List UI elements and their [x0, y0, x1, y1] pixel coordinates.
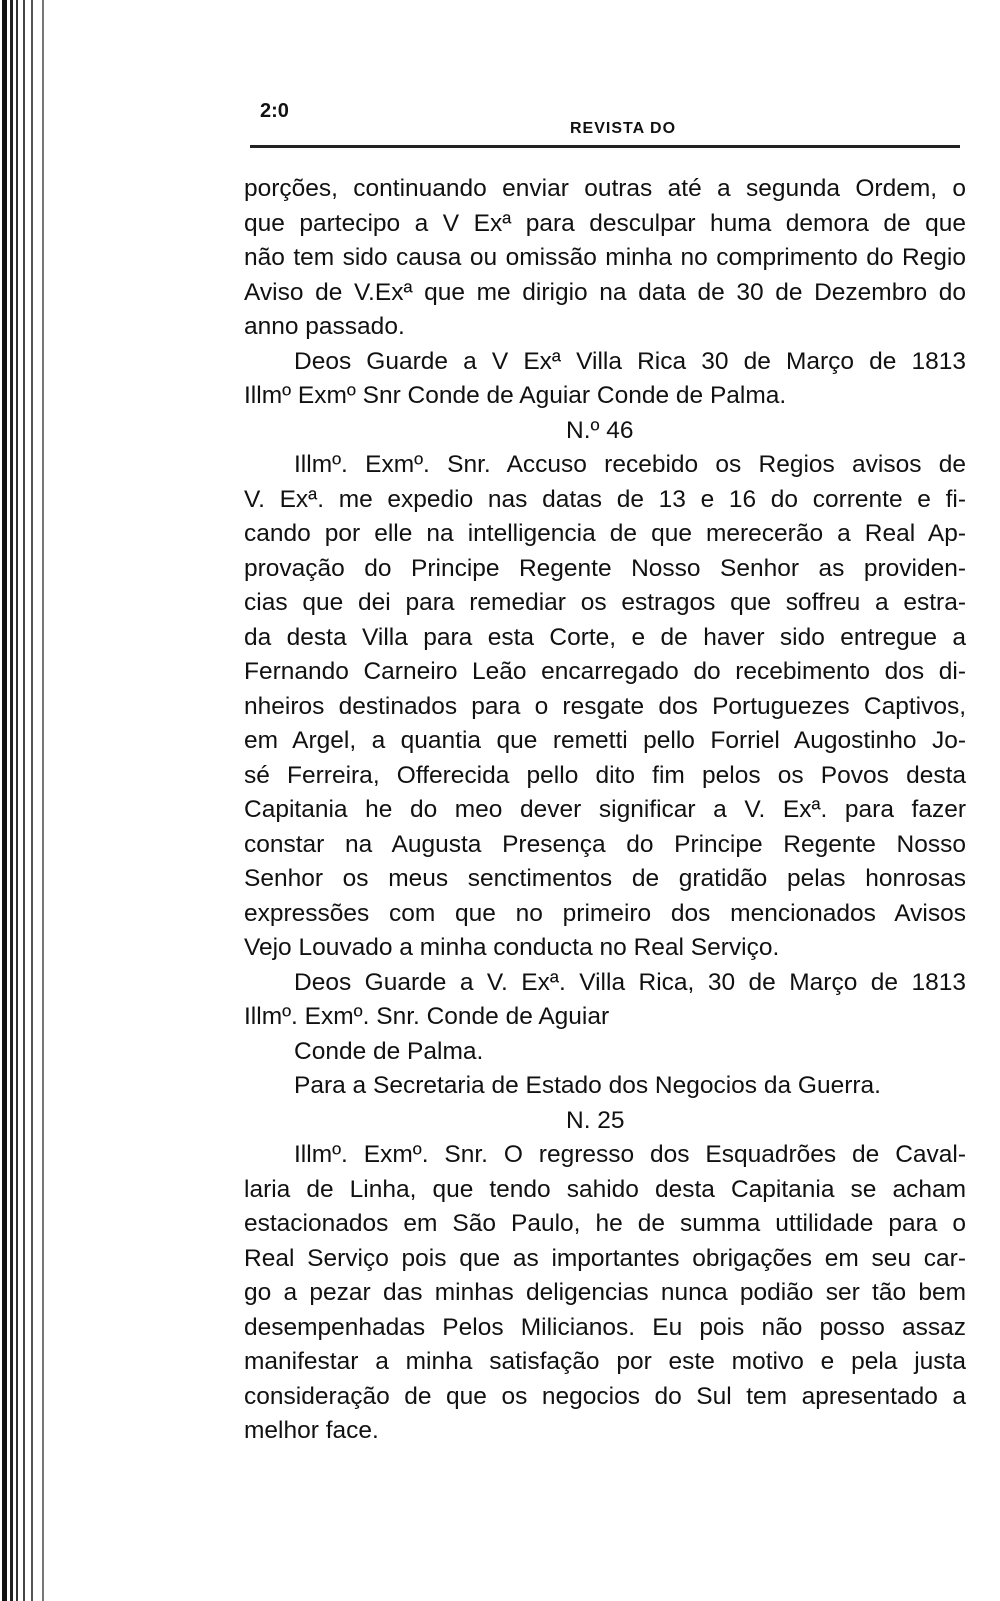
text-line: Illmº. Exmº. Snr. O regresso dos Esquadrões de Caval- [294, 1141, 966, 1168]
journal-title: REVISTA DO [570, 120, 677, 137]
text-line: Vejo Louvado a minha conducta no Real Serviço. [244, 934, 780, 961]
text-line: estacionados em São Paulo, he de summa uttilidade para o [244, 1210, 966, 1237]
text-line: Para a Secretaria de Estado dos Negocios da Guerra. [294, 1072, 881, 1099]
text-line: manifestar a minha satisfação por este motivo e pela justa [244, 1348, 966, 1375]
book-page [240, 0, 975, 1601]
text-line: Conde de Palma. [294, 1037, 484, 1065]
text-line: N. 25 [566, 1106, 625, 1134]
text-line: Fernando Carneiro Leão encarregado do recebimento dos di- [244, 658, 966, 685]
text-line: constar na Augusta Presença do Principe Regente Nosso [244, 830, 966, 858]
text-line: expressões com que no primeiro dos mencionados Avisos [244, 899, 966, 927]
text-line: V. Exª. me expedio nas datas de 13 e 16 do corrente e fi- [244, 485, 966, 513]
text-line: porções, continuando enviar outras até a segunda Ordem, o [244, 175, 966, 202]
text-line: provação do Principe Regente Nosso Senhor as providen- [244, 554, 966, 582]
text-line: go a pezar das minhas deligencias nunca podião ser tão bem [244, 1279, 966, 1306]
running-head [248, 100, 963, 140]
text-line: não tem sido causa ou omissão minha no comprimento do Regio [244, 244, 966, 271]
text-line: Senhor os meus senctimentos de gratidão pelas honrosas [244, 865, 966, 892]
text-line: desempenhadas Pelos Milicianos. Eu pois não posso assaz [244, 1313, 966, 1341]
text-line: N.º 46 [566, 416, 634, 444]
text-line: Illmº Exmº Snr Conde de Aguiar Conde de Palma. [244, 382, 787, 409]
text-line: Real Serviço pois que as importantes obrigações em seu car- [244, 1244, 966, 1272]
text-line: em Argel, a quantia que remetti pello Forriel Augostinho Jo- [244, 727, 966, 754]
text-line: Capitania he do meo dever significar a V. Exª. para fazer [244, 796, 966, 823]
header-rule [250, 145, 960, 148]
text-line: cias que dei para remediar os estragos que soffreu a estra- [244, 589, 966, 616]
page-number: 2:0 [260, 100, 289, 122]
text-line: Deos Guarde a V Exª Villa Rica 30 de Março de 1813 [294, 347, 966, 375]
text-line: Deos Guarde a V. Exª. Villa Rica, 30 de Março de 1813 [294, 968, 966, 996]
text-line: nheiros destinados para o resgate dos Portuguezes Captivos, [244, 692, 966, 720]
binding-gutter [0, 0, 58, 1601]
text-line: cando por elle na intelligencia de que merecerão a Real Ap- [244, 520, 966, 547]
text-line: Illmº. Exmº. Snr. Conde de Aguiar [244, 1003, 610, 1030]
text-line: que partecipo a V Exª para desculpar huma demora de que [244, 209, 966, 237]
text-line: anno passado. [244, 313, 405, 340]
text-line: da desta Villa para esta Corte, e de haver sido entregue a [244, 623, 966, 651]
text-line: melhor face. [244, 1417, 379, 1444]
text-line: laria de Linha, que tendo sahido desta Capitania se acham [244, 1175, 966, 1203]
text-line: sé Ferreira, Offerecida pello dito fim pelos os Povos desta [244, 761, 966, 789]
text-line: Aviso de V.Exª que me dirigio na data de 30 de Dezembro do [244, 278, 966, 306]
text-line: Illmº. Exmº. Snr. Accuso recebido os Regios avisos de [294, 451, 966, 478]
page-body [244, 172, 966, 1449]
text-line: consideração de que os negocios do Sul tem apresentado a [244, 1382, 966, 1410]
